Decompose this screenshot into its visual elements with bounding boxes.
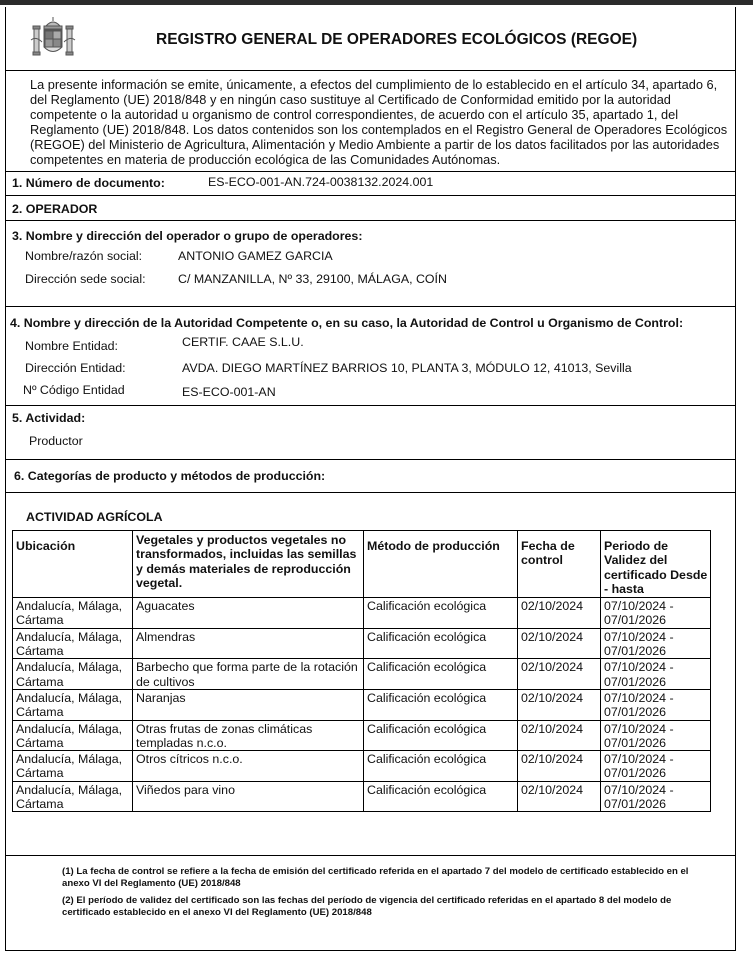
document-number-value: ES-ECO-001-AN.724-0038132.2024.001 (208, 175, 434, 189)
divider (5, 70, 735, 71)
cell-control-date: 02/10/2024 (518, 628, 601, 659)
authority-section-label: 4. Nombre y dirección de la Autoridad Competente o, en su caso, la Autoridad de Control u Organismo de Control: (10, 316, 684, 330)
cell-location: Andalucía, Málaga, Cártama (13, 720, 133, 751)
entity-name-label: Nombre Entidad: (25, 339, 118, 353)
operator-address-label: Dirección sede social: (25, 272, 146, 286)
cell-method: Calificación ecológica (364, 751, 518, 782)
cell-control-date: 02/10/2024 (518, 720, 601, 751)
divider (5, 195, 735, 196)
table-row (13, 781, 711, 812)
document-number-label: 1. Número de documento: (12, 176, 165, 190)
page-title: REGISTRO GENERAL DE OPERADORES ECOLÓGICOS (REGOE) (156, 31, 638, 48)
cell-method: Calificación ecológica (364, 659, 518, 690)
divider (5, 492, 735, 493)
cell-control-date: 02/10/2024 (518, 751, 601, 782)
divider (5, 306, 735, 307)
operator-address-value: C/ MANZANILLA, Nº 33, 29100, MÁLAGA, COÍN (178, 272, 447, 286)
intro-text: La presente información se emite, únicamente, a efectos del cumplimiento de lo establecido en el artículo 34, apartado 6, del Reglamento (UE) 2018/848 y en ningún caso sustituye al Certificado de Conformidad emitido por la autoridad competente o la autoridad u organismo de control correspondientes, de acuerdo con el artículo 35, apartado 1, del Reglamento (UE) 2018/848. Los datos contenidos son los contemplados en el Registro General de Operadores Ecológicos (REGOE) del Ministerio de Agricultura, Alimentación y Medio Ambiente a partir de los datos facilitados por las autoridades competentes en materia de producción ecológica de las Comunidades Autónomas. (30, 77, 728, 167)
cell-validity-period: 07/10/2024 - 07/01/2026 (601, 659, 711, 690)
operator-section-title: 2. OPERADOR (12, 202, 98, 216)
footnote-2: (2) El período de validez del certificado son las fechas del período de vigencia del certificado referidas en el apartado 8 del modelo de certificado establecido en el anexo VI del Reglamento (UE) 2018/848 (62, 895, 672, 918)
entity-address-label: Dirección Entidad: (25, 361, 126, 375)
top-bar (0, 0, 753, 5)
table-row (13, 598, 711, 629)
product-categories-label: 6. Categorías de producto y métodos de producción: (14, 469, 326, 483)
entity-name-value: CERTIF. CAAE S.L.U. (182, 335, 304, 349)
column-header-validity-period: Periodo de Validez del certificado Desde - hasta (601, 531, 711, 598)
table-row (13, 659, 711, 690)
column-header-location: Ubicación (13, 531, 133, 598)
footnote-1: (1) La fecha de control se refiere a la fecha de emisión del certificado referida en el apartado 7 del modelo de certificado establecido en el anexo VI del Reglamento (UE) 2018/848 (62, 866, 689, 889)
cell-product: Otras frutas de zonas climáticas templadas n.c.o. (133, 720, 364, 751)
table-row (13, 751, 711, 782)
cell-product: Almendras (133, 628, 364, 659)
operator-name-value: ANTONIO GAMEZ GARCIA (178, 249, 333, 263)
activity-value: Productor (29, 434, 83, 448)
cell-method: Calificación ecológica (364, 628, 518, 659)
table-header-row (13, 531, 711, 598)
cell-product: Barbecho que forma parte de la rotación de cultivos (133, 659, 364, 690)
cell-validity-period: 07/10/2024 - 07/01/2026 (601, 751, 711, 782)
divider (5, 855, 735, 856)
spain-coat-of-arms-icon (28, 14, 78, 62)
cell-product: Aguacates (133, 598, 364, 629)
cell-validity-period: 07/10/2024 - 07/01/2026 (601, 720, 711, 751)
column-header-method: Método de producción (364, 531, 518, 598)
cell-location: Andalucía, Málaga, Cártama (13, 598, 133, 629)
operator-name-label: Nombre/razón social: (25, 249, 143, 263)
cell-validity-period: 07/10/2024 - 07/01/2026 (601, 628, 711, 659)
cell-location: Andalucía, Málaga, Cártama (13, 751, 133, 782)
cell-control-date: 02/10/2024 (518, 659, 601, 690)
cell-product: Viñedos para vino (133, 781, 364, 812)
cell-validity-period: 07/10/2024 - 07/01/2026 (601, 598, 711, 629)
entity-code-value: ES-ECO-001-AN (182, 385, 276, 399)
cell-method: Calificación ecológica (364, 720, 518, 751)
cell-product: Naranjas (133, 689, 364, 720)
entity-address-value: AVDA. DIEGO MARTÍNEZ BARRIOS 10, PLANTA 3, MÓDULO 12, 41013, Sevilla (182, 361, 632, 375)
activity-type-title: ACTIVIDAD AGRÍCOLA (26, 510, 163, 524)
cell-method: Calificación ecológica (364, 689, 518, 720)
cell-method: Calificación ecológica (364, 781, 518, 812)
cell-location: Andalucía, Málaga, Cártama (13, 659, 133, 690)
divider (5, 405, 735, 406)
table-row (13, 720, 711, 751)
cell-validity-period: 07/10/2024 - 07/01/2026 (601, 689, 711, 720)
table-row (13, 689, 711, 720)
cell-product: Otros cítricos n.c.o. (133, 751, 364, 782)
products-table (12, 530, 711, 812)
divider (5, 459, 735, 460)
operator-name-address-label: 3. Nombre y dirección del operador o grupo de operadores: (12, 229, 363, 243)
cell-control-date: 02/10/2024 (518, 781, 601, 812)
cell-method: Calificación ecológica (364, 598, 518, 629)
column-header-control-date: Fecha de control (518, 531, 601, 598)
cell-validity-period: 07/10/2024 - 07/01/2026 (601, 781, 711, 812)
divider (5, 220, 735, 221)
activity-label: 5. Actividad: (12, 411, 86, 425)
cell-control-date: 02/10/2024 (518, 689, 601, 720)
column-header-products: Vegetales y productos vegetales no transformados, incluidas las semillas y demás materiales de reproducción vegetal. (133, 531, 364, 598)
cell-location: Andalucía, Málaga, Cártama (13, 628, 133, 659)
cell-location: Andalucía, Málaga, Cártama (13, 781, 133, 812)
table-row (13, 628, 711, 659)
entity-code-label: Nº Código Entidad (23, 383, 125, 397)
cell-control-date: 02/10/2024 (518, 598, 601, 629)
cell-location: Andalucía, Málaga, Cártama (13, 689, 133, 720)
divider (5, 171, 735, 172)
